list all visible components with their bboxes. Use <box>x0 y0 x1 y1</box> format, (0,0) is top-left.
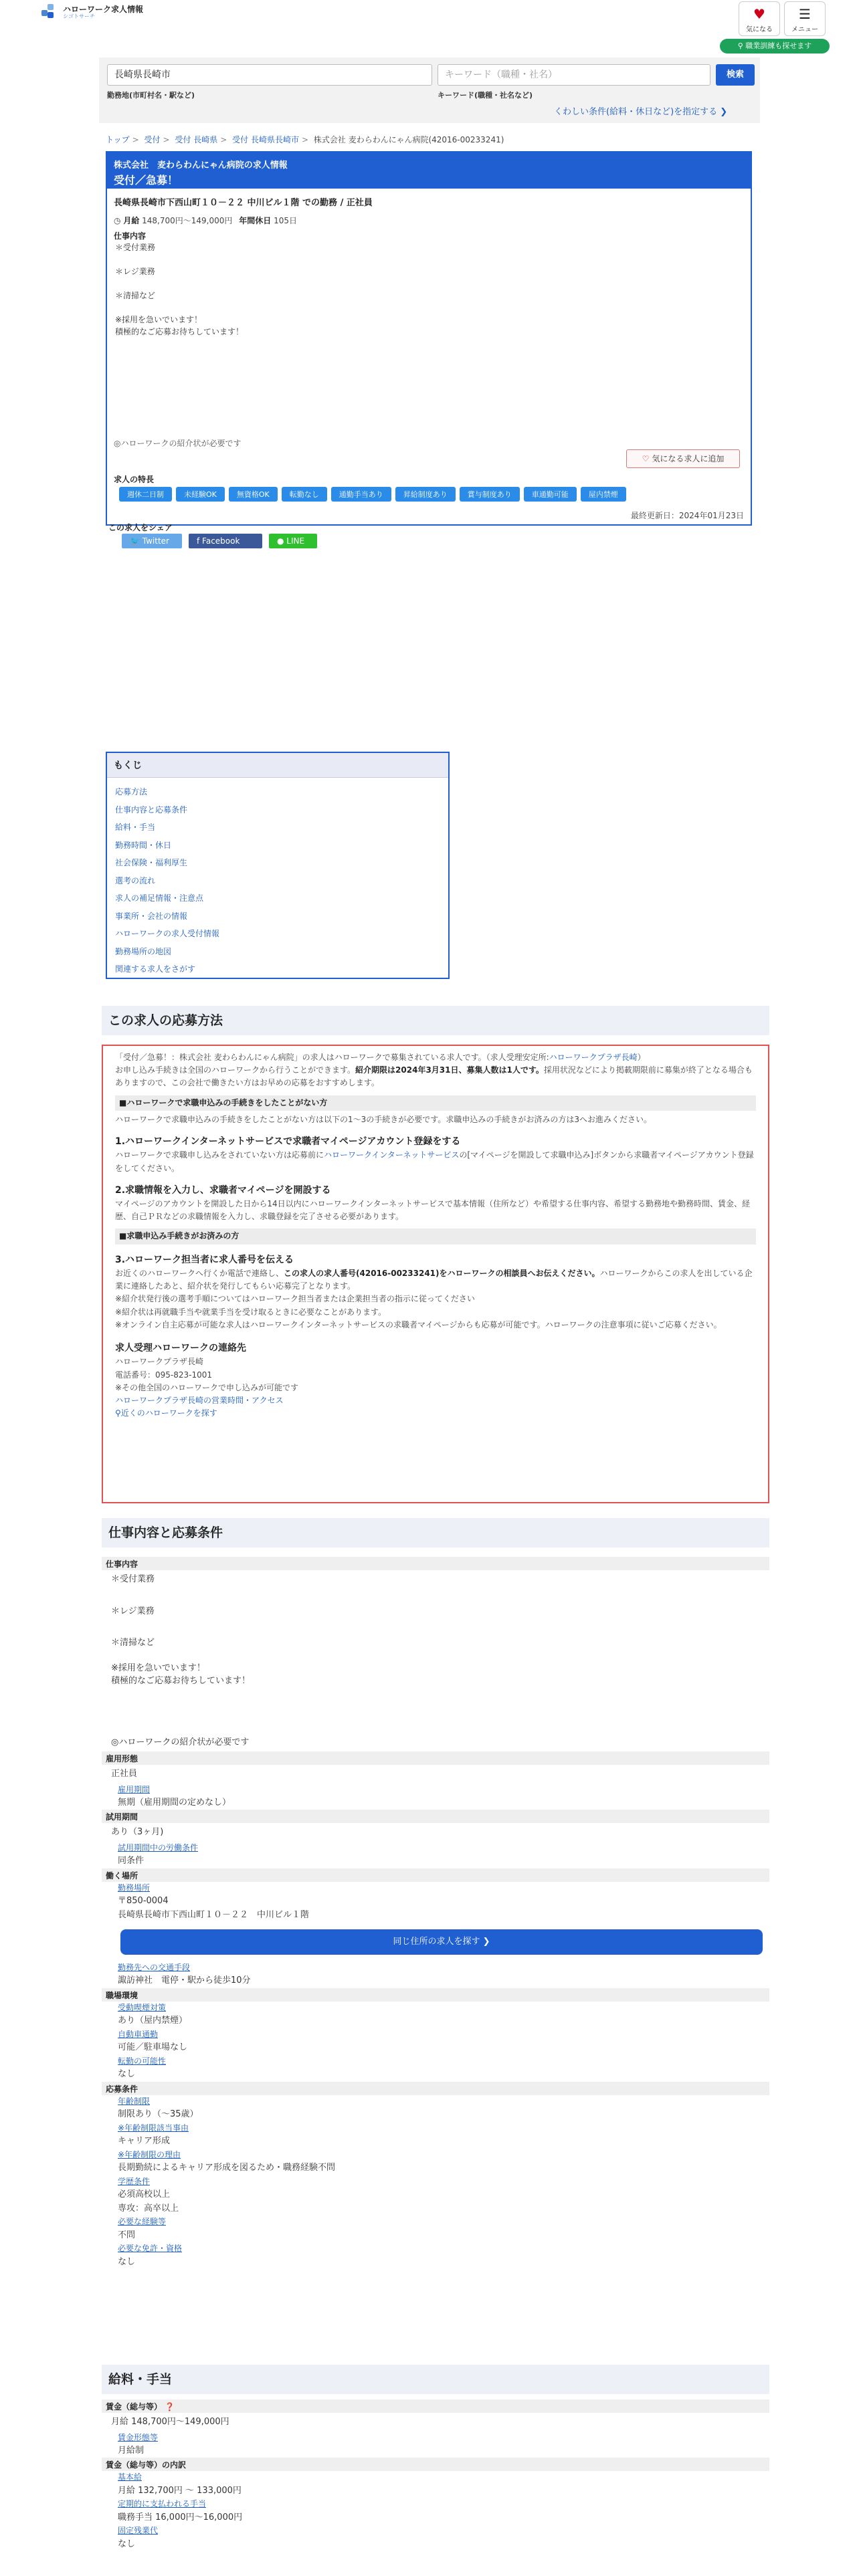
content-line: ※採用を急いでいます！ <box>111 1662 205 1673</box>
content-line: ※採用を急いでいます！ <box>115 315 203 324</box>
deadline-text: 紹介期限は2024年3月31日、募集人数は1人です。 <box>355 1065 544 1075</box>
new-applicant-bar: ■ハローワークで求職申込みの手続きをしたことがない方 <box>115 1095 756 1111</box>
line-share-button[interactable] <box>269 534 317 548</box>
heart-outline-icon: ♡ <box>642 454 650 463</box>
feature-tag: 無資格OK <box>229 487 278 502</box>
search-icon: ⚲ <box>115 1408 121 1418</box>
wage-value: 148,700円〜149,000円 <box>142 216 233 225</box>
twitter-share-label: Twitter <box>142 536 169 546</box>
breadcrumb-reception[interactable]: 受付 <box>144 135 161 144</box>
job-number-text: この求人の求人番号(42016-00233241)をハローワークの相談員へお伝えください。 <box>284 1269 600 1279</box>
detail-sub-label: ※年齢制限の理由 <box>118 2149 181 2159</box>
advanced-search-link[interactable]: くわしい条件(給料・休日など)を指定する ❯ <box>554 107 728 117</box>
logo-title: ハローワーク求人情報 <box>63 5 144 14</box>
wage-label: 月給 <box>123 216 140 225</box>
toc-item[interactable]: 事業所・会社の情報 <box>115 911 188 921</box>
job-address: 長崎県長崎市下西山町１０－２２ 中川ビル１階 での勤務 / 正社員 <box>114 198 373 208</box>
line-share-label: LINE <box>286 536 305 546</box>
company-name: 株式会社 麦わらわんにゃん病院の求人情報 <box>114 160 288 171</box>
content-line: ＊清掃など <box>115 291 156 300</box>
content-line: 積極的なご応募お待ちしています！ <box>111 1676 251 1686</box>
intro-text: ） <box>637 1053 646 1062</box>
training-search-button[interactable] <box>720 39 830 53</box>
add-favorite-button[interactable] <box>626 449 740 468</box>
content-line: ＊レジ業務 <box>111 1606 155 1616</box>
detail-sub-value: 必須高校以上 <box>118 2189 171 2199</box>
features-heading: 求人の特長 <box>114 475 155 484</box>
step-note: ※オンライン自主応募が可能な求人はハローワークインターネットサービスの求職者マイページからも応募が可能です。ハローワークの注意事項に従いご応募ください。 <box>115 1319 722 1329</box>
detail-sub-value: 同条件 <box>118 1856 145 1866</box>
favorites-label: 気になる <box>746 26 773 33</box>
step-text: ハローワークで求職申し込みをされていない方は応募前に <box>115 1150 324 1160</box>
detail-sub-value: なし <box>118 2539 136 2549</box>
hellowork-name: ハローワークプラザ長崎 <box>115 1357 204 1367</box>
share-heading: この求人をシェア <box>108 523 173 532</box>
detail-content <box>102 1570 769 1751</box>
site-header <box>0 0 859 55</box>
wage-label: 賃金（総与等） <box>106 2402 163 2411</box>
hellowork-note: ※その他全国のハローワークで申し込みが可能です <box>115 1382 299 1392</box>
content-heading: 仕事内容 <box>114 231 147 241</box>
table-of-contents <box>106 752 450 979</box>
detail-label: 雇用形態 <box>102 1751 769 1765</box>
step-text: ハローワークからこの求人を出している企業に連絡したあと、紹介状を発行してもらい応募完了となります。 <box>115 1269 753 1291</box>
hellowork-tel: 電話番号：095-823-1001 <box>115 1370 213 1380</box>
toc-heading: もくじ <box>107 753 448 778</box>
toc-item[interactable]: 勤務場所の地図 <box>115 946 172 956</box>
toc-item[interactable]: 給料・手当 <box>115 823 156 832</box>
internet-service-link[interactable]: ハローワークインターネットサービス <box>324 1150 460 1160</box>
intro-text: 採用状況などにより掲載期限前に募集が終了となる場合もありますので、この会社で働きたい方はお早めの応募をおすすめします。 <box>115 1065 753 1088</box>
toc-item[interactable]: 応募方法 <box>115 787 148 796</box>
location-input[interactable]: 長崎県長崎市 <box>107 64 432 86</box>
same-address-search-button[interactable]: 同じ住所の求人を探す ❯ <box>120 1929 763 1955</box>
facebook-share-label: Facebook <box>202 536 240 546</box>
feature-tag: 週休二日制 <box>119 487 172 502</box>
toc-item[interactable]: 社会保険・福利厚生 <box>115 858 188 867</box>
favorites-button[interactable] <box>739 1 780 36</box>
detail-label: 応募条件 <box>102 2082 769 2095</box>
content-line: ＊受付業務 <box>115 243 156 252</box>
detail-label: 試用期間 <box>102 1810 769 1823</box>
breadcrumb-current: 株式会社 麦わらわんにゃん病院(42016-00233241) <box>313 135 504 144</box>
apply-method-box <box>102 1045 769 1503</box>
job-wage-line <box>114 215 744 226</box>
detail-sub-value: 制限あり（〜35歳） <box>118 2109 199 2119</box>
content-line: ＊清掃など <box>111 1638 155 1648</box>
toc-item[interactable]: 勤務時間・休日 <box>115 840 172 850</box>
facebook-icon: f <box>197 536 203 546</box>
detail-label: 職場環境 <box>102 1988 769 2002</box>
line-icon: ● <box>277 536 287 546</box>
toc-item[interactable]: 関連する求人をさがす <box>115 964 196 974</box>
detail-sub-label: 試用期間中の労働条件 <box>118 1842 199 1852</box>
detail-sub-value: キャリア形成 <box>118 2135 171 2146</box>
step-1-text <box>115 1149 756 1174</box>
step-note: ※紹介状は再就職手当や就業手当を受け取るときに必要なことがあります。 <box>115 1307 387 1317</box>
detail-sub-label: 自動車通勤 <box>118 2029 159 2039</box>
detail-label <box>102 2399 769 2413</box>
detail-sub-value: なし <box>118 2256 136 2267</box>
nearby-hellowork-label: 近くのハローワークを探す <box>120 1408 217 1418</box>
detail-sub-value: 無期（雇用期間の定めなし） <box>118 1797 231 1808</box>
detail-sub-label: 定期的に支払われる手当 <box>118 2499 207 2509</box>
feature-tag: 転勤なし <box>282 487 327 502</box>
hamburger-icon: ☰ <box>799 6 811 22</box>
step-1-heading: 1.ハローワークインターネットサービスで求職者マイページアカウント登録をする <box>115 1136 461 1147</box>
postal-code: 〒850-0004 <box>118 1896 169 1907</box>
feature-tag: 通勤手当あり <box>331 487 391 502</box>
detail-sub-value: 諏訪神社 電停・駅から徒歩10分 <box>118 1975 251 1985</box>
intro-text: お申し込み手続きは全国のハローワークから行うことができます。 <box>115 1065 356 1075</box>
search-icon: ⚲ <box>737 41 746 50</box>
feature-tag: 賞与制度あり <box>460 487 520 502</box>
detail-sub-label: 転勤の可能性 <box>118 2056 167 2066</box>
detail-value: 月給 148,700円〜149,000円 <box>111 2417 229 2427</box>
logo-mark-icon <box>41 4 59 21</box>
last-updated: 最終更新日：2024年01月23日 <box>630 511 744 520</box>
detail-label: 賃金（総与等）の内訳 <box>102 2458 769 2471</box>
step-note: ※紹介状発行後の選考手順についてはハローワーク担当者または企業担当者の指示に従ってください <box>115 1294 475 1304</box>
hellowork-contact-heading: 求人受理ハローワークの連絡先 <box>115 1342 246 1354</box>
new-applicant-text: ハローワークで求職申込みの手続きをしたことがない方は以下の1〜3の手続きが必要です。求職申込みの手続きがお済みの方は3へお進みください。 <box>115 1114 652 1124</box>
detail-sub-label: 雇用期間 <box>118 1784 151 1794</box>
feature-tag: 屋内禁煙 <box>581 487 626 502</box>
apply-section-title: この求人の応募方法 <box>102 1006 769 1035</box>
salary-section-title: 給料・手当 <box>102 2365 769 2394</box>
feature-tag: 車通勤可能 <box>524 487 577 502</box>
step-text: の[マイページを開設して求職申込み]ボタンから求職者マイページアカウント登録をしてください。 <box>115 1150 754 1173</box>
detail-sub-label: ※年齢制限該当事由 <box>118 2123 189 2133</box>
hellowork-plaza-link[interactable]: ハローワークプラザ長崎 <box>549 1053 638 1062</box>
content-line: 積極的なご応募お待ちしています！ <box>115 327 244 336</box>
breadcrumb-top[interactable]: トップ <box>106 135 130 144</box>
detail-value: 正社員 <box>111 1769 138 1779</box>
search-button[interactable]: 検索 <box>716 64 755 86</box>
detail-sub-value: 不問 <box>118 2230 136 2240</box>
detail-sub-value: 職務手当 16,000円〜16,000円 <box>118 2512 243 2523</box>
keyword-label: キーワード(職種・社名など) <box>438 91 533 100</box>
site-logo[interactable] <box>41 4 143 21</box>
training-search-label: 職業訓練も探せます <box>745 41 812 50</box>
breadcrumb: トップ > 受付 > 受付 長崎県 > 受付 長崎県長崎市 > 株式会社 麦わらわんにゃん病院(42016-00233241) <box>106 135 504 144</box>
nearby-hellowork-link[interactable] <box>115 1407 756 1420</box>
referral-note: ◎ハローワークの紹介状が必要です <box>114 439 242 448</box>
detail-sub-value: 月給制 <box>118 2445 145 2456</box>
feature-tag: 未経験OK <box>176 487 225 502</box>
holiday-label: 年間休日 <box>239 216 272 225</box>
detail-sub-label: 必要な経験等 <box>118 2217 167 2227</box>
detail-sub-value: 可能／駐車場なし <box>118 2042 188 2052</box>
heart-icon: ♥ <box>753 6 765 22</box>
intro-text: 「受付／急募！：株式会社 麦わらわんにゃん病院」の求人はハローワークで募集されている求人です。（求人受理安定所: <box>115 1053 549 1062</box>
add-favorite-label: 気になる求人に追加 <box>652 454 725 463</box>
detail-sub-label: 学歴条件 <box>118 2176 151 2186</box>
details-section-title: 仕事内容と応募条件 <box>102 1518 769 1547</box>
apply-intro <box>115 1051 756 1090</box>
breadcrumb-prefecture[interactable]: 受付 長崎県 <box>175 135 218 144</box>
step-3-text <box>115 1267 756 1331</box>
job-details <box>102 1557 769 2269</box>
feature-tags <box>119 487 735 502</box>
detail-sub-label: 賃金形態等 <box>118 2432 159 2442</box>
twitter-icon: 🐦 <box>130 536 142 546</box>
toc-item[interactable]: ハローワークの求人受付情報 <box>115 929 220 938</box>
facebook-share-button[interactable] <box>189 534 262 548</box>
search-panel <box>99 58 760 123</box>
holiday-value: 105日 <box>274 216 297 225</box>
detail-value: あり（3ヶ月) <box>111 1827 164 1838</box>
registered-applicant-bar: ■求職申込み手続きがお済みの方 <box>115 1228 756 1244</box>
step-2-text: マイページのアカウントを開設した日から14日以内にハローワークインターネットサービスで基本情報（住所など）や希望する仕事内容、希望する勤務地や勤務時間、賃金、経歴、自己ＰＲなどの求職情報を入力し、求職登録を完了させる必要があります。 <box>115 1199 750 1222</box>
share-buttons <box>122 534 317 548</box>
salary-details <box>102 2399 769 2551</box>
toc-item[interactable]: 仕事内容と応募条件 <box>115 804 188 815</box>
twitter-share-button[interactable] <box>122 534 182 548</box>
detail-sub-label: 基本給 <box>118 2472 142 2482</box>
toc-item[interactable]: 選考の流れ <box>115 875 156 885</box>
location-label: 勤務地(市町村名・駅など) <box>107 91 195 100</box>
clock-icon: ◷ <box>114 216 121 225</box>
detail-sub-label: 必要な免許・資格 <box>118 2244 183 2254</box>
feature-tag: 昇給制度あり <box>395 487 456 502</box>
content-line: ＊受付業務 <box>111 1574 155 1584</box>
detail-sub-label: 固定残業代 <box>118 2526 159 2536</box>
detail-label: 働く場所 <box>102 1868 769 1882</box>
detail-sub-label: 勤務場所 <box>118 1883 151 1893</box>
keyword-input[interactable]: キーワード（職種・社名） <box>438 64 710 86</box>
menu-label: メニュー <box>791 26 818 33</box>
job-summary-card <box>106 151 752 546</box>
location-value: 長崎県長崎市下西山町１０－２２ 中川ビル１階 <box>118 1909 310 1920</box>
job-content <box>115 241 744 338</box>
content-line: ＊レジ業務 <box>115 267 155 276</box>
content-line: ◎ハローワークの紹介状が必要です <box>111 1737 250 1747</box>
logo-subtitle: シゴトサーチ <box>63 13 95 20</box>
detail-sub-value: なし <box>118 2068 136 2079</box>
detail-sub-value: あり（屋内禁煙） <box>118 2015 188 2026</box>
detail-sub-label: 受動喫煙対策 <box>118 2002 167 2012</box>
step-3-heading: 3.ハローワーク担当者に求人番号を伝える <box>115 1254 294 1265</box>
detail-sub-value: 長期勤続によるキャリア形成を図るため・職務経験不問 <box>118 2162 336 2173</box>
job-title: 受付／急募！ <box>114 174 179 187</box>
help-icon[interactable]: ❓ <box>165 2402 175 2411</box>
detail-sub-value: 専攻：高卒以上 <box>118 2203 179 2214</box>
hellowork-access-link[interactable]: ハローワークプラザ長崎の営業時間・アクセス <box>115 1395 284 1405</box>
detail-sub-label: 勤務先への交通手段 <box>118 1962 191 1972</box>
step-text: お近くのハローワークへ行くか電話で連絡し、 <box>115 1269 284 1279</box>
detail-sub-value: 月給 132,700円 〜 133,000円 <box>118 2485 242 2496</box>
step-2-heading: 2.求職情報を入力し、求職者マイページを開設する <box>115 1184 331 1196</box>
detail-sub-label: 年齢制限 <box>118 2096 151 2106</box>
breadcrumb-city[interactable]: 受付 長崎県長崎市 <box>232 135 299 144</box>
toc-item[interactable]: 求人の補足情報・注意点 <box>115 893 204 903</box>
menu-button[interactable] <box>784 1 826 36</box>
detail-label: 仕事内容 <box>102 1557 769 1570</box>
job-card-header <box>107 152 751 189</box>
